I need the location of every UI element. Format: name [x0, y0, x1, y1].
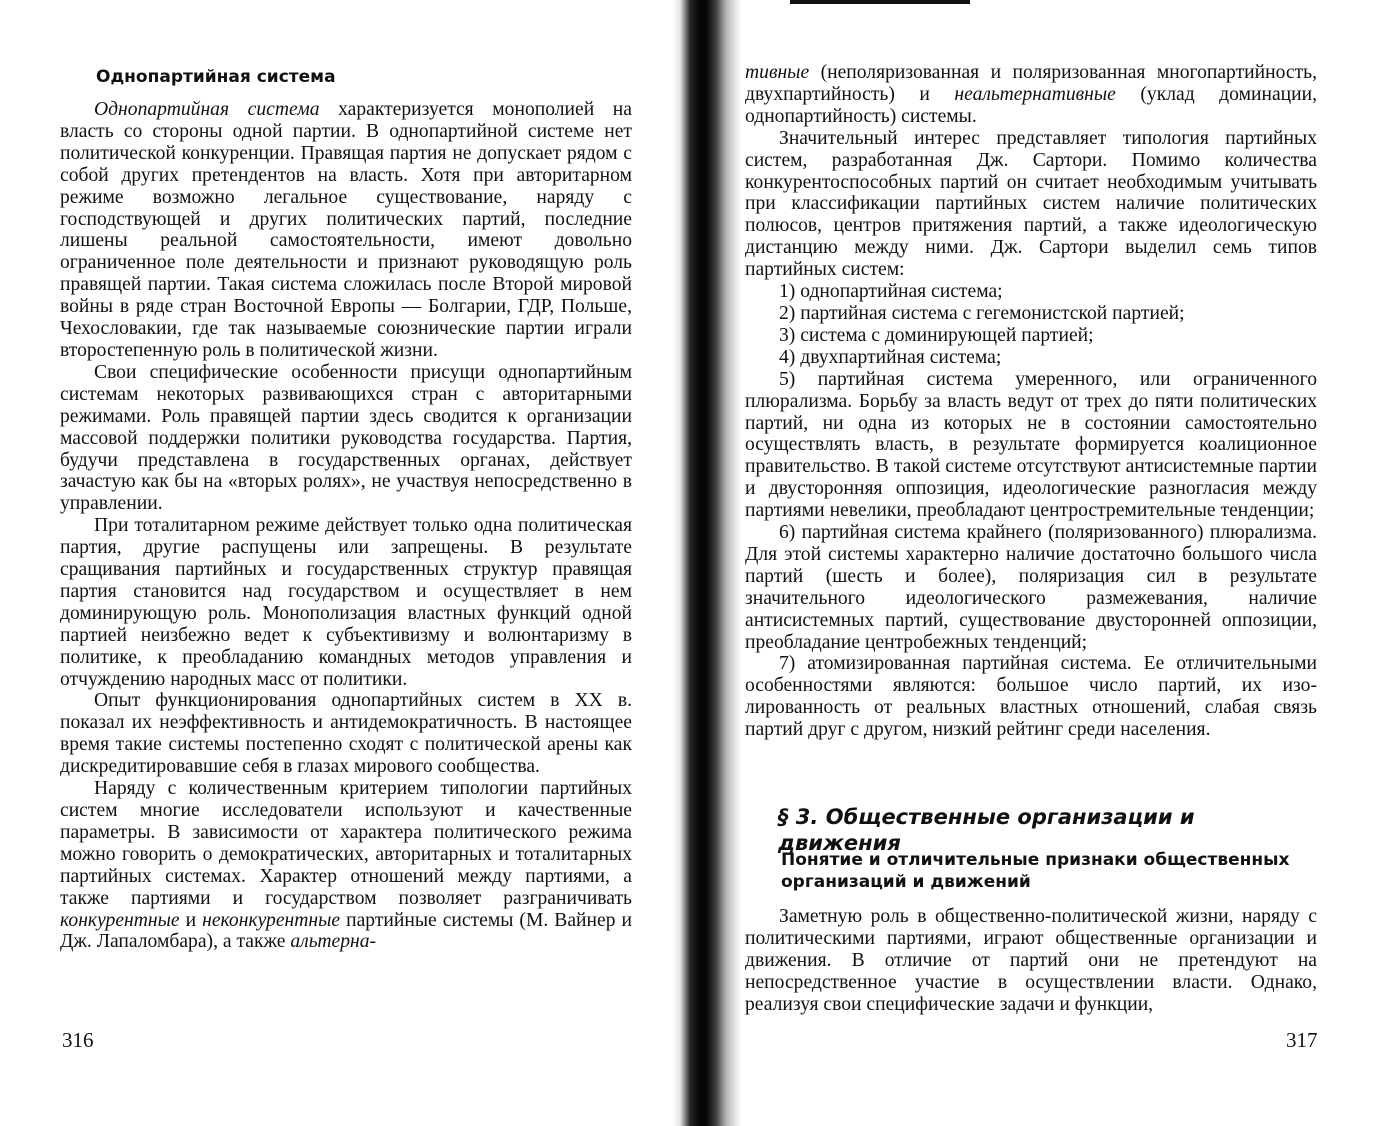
list-item: 5) партийная система умеренного, или ограниченного плюрализма. Борьбу за власть ведут от трех до пяти политических партий, ни одна из которых не в состоянии самостоятельно осуществлять власть, в результате формируется коалиционное правительство. В такой системе отсутствуют антисистемные партии и двусторонняя оппозиция, идеологические разногласия между партиями невелики, преобладают центростремительные тенденции; [745, 368, 1317, 522]
left-page-body [60, 99, 632, 953]
list-item: 4) двухпартийная система; [779, 346, 1002, 368]
paragraph-experience: Опыт функционирования однопартийных систем в XX в. показал их неэффективность и антидемократичность. В настоящее время такие системы постепенно сходят с политической арены как дискредитировавшие себя в глазах мирового сообщества. [60, 690, 632, 778]
left-page [60, 0, 632, 1126]
right-page [745, 0, 1317, 1126]
list-item: 2) партийная система с гегемонистской партией; [779, 302, 1185, 324]
paragraph-alternative-systems: тивные (неполяризованная и поляризованная многопартийность, двухпартийность) и неальтернативные (уклад доминации, однопартийность) системы. [745, 62, 1317, 127]
page-number-right: 317 [1286, 1028, 1318, 1052]
paragraph-sartori: Значительный интерес представляет типология партийных систем, разработанная Дж. Сартори. Помимо количества конкурентоспособных партий он считает необходимым учитывать при классификации партийных систем наличие политических полюсов, центров притяжения партий, а также идеологическую дистанцию между ними. Дж. Сартори выделил семь типов партийных систем: [745, 127, 1317, 281]
list-item: 7) атомизированная партийная система. Ее отличительными особенностями являются: большое число партий, их изолированность от реальных властных отношений, слабая связь партий друг с другом, низкий рейтинг среди населения. [745, 653, 1317, 741]
left-page-heading: Однопартийная система [96, 67, 336, 87]
section-subheading: Понятие и отличительные признаки общественных организаций и движений [781, 850, 1290, 892]
paragraph-public-organizations: Заметную роль в общественно-политической жизни, наряду с политическими партиями, играют общественные организации и движения. В отличие от партий они не претендуют на непосредственное участие в осуществлении власти. Однако, реализуя свои специфические задачи и функции, [745, 906, 1317, 1015]
book-gutter-shadow [672, 0, 742, 1126]
paragraph-developing-countries: Свои специфические особенности присущи однопартийным системам некоторых развивающихся стран с авторитарными режимами. Роль правящей партии здесь сводится к организации массовой поддержки политики руководства государства. Партия, будучи представлена в государственных органах, действует зачастую как бы на «вторых ролях», не участвуя непосредственно в управлении. [60, 361, 632, 515]
list-item: 6) партийная система крайнего (поляризованного) плюрализма. Для этой системы характерно наличие достаточно большого числа партий (шесть и более), поляризация сил в результате значительного идеологического размежевания, наличие антисистемных партий, существование двусторонней оппозиции, преобладание центробежных тенденций; [745, 522, 1317, 653]
right-page-body [745, 62, 1317, 741]
paragraph-totalitarian: При тоталитарном режиме действует только одна политическая партия, другие распущены или запрещены. В результате сращивания партийных и государственных структур правящая партия становится над государством и осуществляет в нем доминирующую роль. Монополизация властных функций одной партией неизбежно ведет к субъективизму и волюнтаризму в политике, к преобладанию командных методов управления и отчуждению народных масс от политики. [60, 515, 632, 690]
list-item: 1) однопартийная система; [779, 281, 1003, 303]
section-heading: § 3. Общественные организации и движения [778, 805, 1195, 855]
paragraph-qualitative-criteria: Наряду с количественным критерием типологии партийных систем многие исследователи используют и качественные параметры. В зависимости от характера политического режима можно говорить о демократических, авторитарных и тоталитарных партийных системах. Характер отношений между партиями, а также партиями и государством позволяет разграничивать конкурентные и неконкурентные партийные системы (М. Вайнер и Дж. Лапаломбара), а также альтерна- [60, 778, 632, 953]
right-page-closing [745, 906, 1317, 1016]
page-number-left: 316 [62, 1028, 94, 1052]
list-item: 3) система с доминирующей партией; [779, 324, 1094, 346]
term-italic: Однопартийная система [94, 99, 320, 120]
paragraph-one-party-definition: Однопартийная система характеризуется монополией на власть со стороны одной партии. В однопартийной системе нет политической конкуренции. Правящая партия не допускает рядом с собой других претендентов на власть. Хотя при авторитарном режиме возможно легальное существование, наряду с господствующей и других политических партий, последние лишены реальной самостоятельности, имеют довольно ограниченное поле деятельности и признают руководящую роль правящей партии. Такая система сложилась после Второй мировой войны в ряде стран Восточной Европы — Болгарии, ГДР, Польше, Чехословакии, где так называемые союзнические партии играли второстепенную роль в политической жизни. [60, 99, 632, 361]
